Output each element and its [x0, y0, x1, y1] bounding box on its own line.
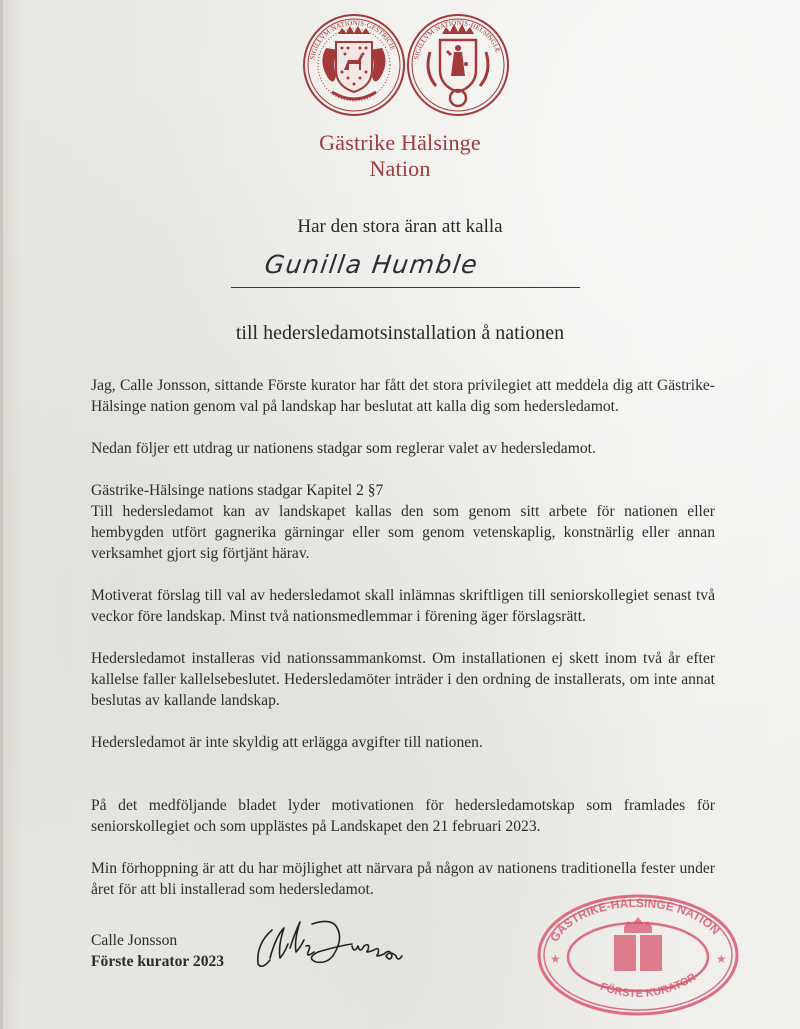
paragraph-statute-1: Till hedersledamot kan av landskapet kallas den som genom sitt arbete för nationen eller hembygden utfört gagnerika gärningar eller som genom vetenskaplig, konstnärlig eller annan verksamhet gjort sig förtjänt härav.	[91, 503, 715, 562]
nation-name-line2: Nation	[369, 156, 431, 181]
invitation-purpose: till hedersledamotsinstallation å nationen	[235, 322, 565, 344]
signature-block	[91, 930, 224, 972]
nation-name: Gästrike Hälsinge	[319, 130, 481, 155]
seals-header	[302, 12, 516, 122]
paragraph-statute-4: Hedersledamot är inte skyldig att erlägga avgifter till nationen.	[91, 734, 483, 751]
svg-text:GÄSTRIKE-HÄLSINGE NATION: GÄSTRIKE-HÄLSINGE NATION	[547, 895, 723, 945]
paragraph-statute-2: Motiverat förslag till val av hedersledamot skall inlämnas skriftligen till seniorskollegiet senast två veckor före landskap. Minst två nationsmedlemmar i förening äger förslagsrätt.	[91, 587, 715, 625]
svg-text:★: ★	[550, 952, 561, 966]
svg-text:SIGILLVM·NATIONIS·HELSINGIÆ: SIGILLVM·NATIONIS·HELSINGIÆ	[412, 18, 502, 61]
svg-text:SIGILLVM·NATIONIS·GESTRICIE: SIGILLVM·NATIONIS·GESTRICIE	[308, 18, 397, 61]
paragraph-statute-3: Hedersledamot installeras vid nationssammankomst. Om installationen ej skett inom två år efter kallelse faller kallelsebeslutet. Hedersledamöter inträder i den ordning de installerats, om inte annat beslutas av kallande landskap.	[91, 650, 715, 709]
official-stamp-icon	[536, 893, 740, 1017]
halsinge-seal-icon	[406, 12, 510, 118]
signer-title: Förste kurator 2023	[91, 953, 225, 970]
handwritten-signature-icon	[250, 918, 430, 976]
paragraph-hope: Min förhoppning är att du har möjlighet att närvara på någon av nationens traditionella fester under året för att bli installerad som hedersledamot.	[91, 860, 715, 898]
svg-text:FÖRSTE KURATOR: FÖRSTE KURATOR	[598, 971, 699, 1001]
letter-body	[91, 375, 715, 900]
recipient-name-handwritten: Gunilla Humble	[262, 250, 481, 279]
paragraph-extract-notice: Nedan följer ett utdrag ur nationens stadgar som reglerar valet av hedersledamot.	[91, 440, 596, 457]
gastrike-seal-icon	[302, 12, 406, 118]
statute-heading: Gästrike-Hälsinge nations stadgar Kapitel 2 §7	[91, 482, 384, 499]
svg-text:★: ★	[716, 952, 727, 966]
signer-name: Calle Jonsson	[91, 932, 178, 949]
paragraph-intro: Jag, Calle Jonsson, sittande Förste kurator har fått det stora privilegiet att meddela dig att Gästrike-Hälsinge nation genom val på landskap har beslutat att kalla dig som hedersledamot.	[91, 377, 715, 415]
recipient-name-underline	[231, 287, 580, 288]
invitation-intro: Har den stora äran att kalla	[297, 216, 503, 237]
paragraph-motivation: På det medföljande bladet lyder motivationen för hedersledamotskap som framlades för seniorskollegiet och som upplästes på Landskapet den 21 februari 2023.	[91, 797, 715, 835]
